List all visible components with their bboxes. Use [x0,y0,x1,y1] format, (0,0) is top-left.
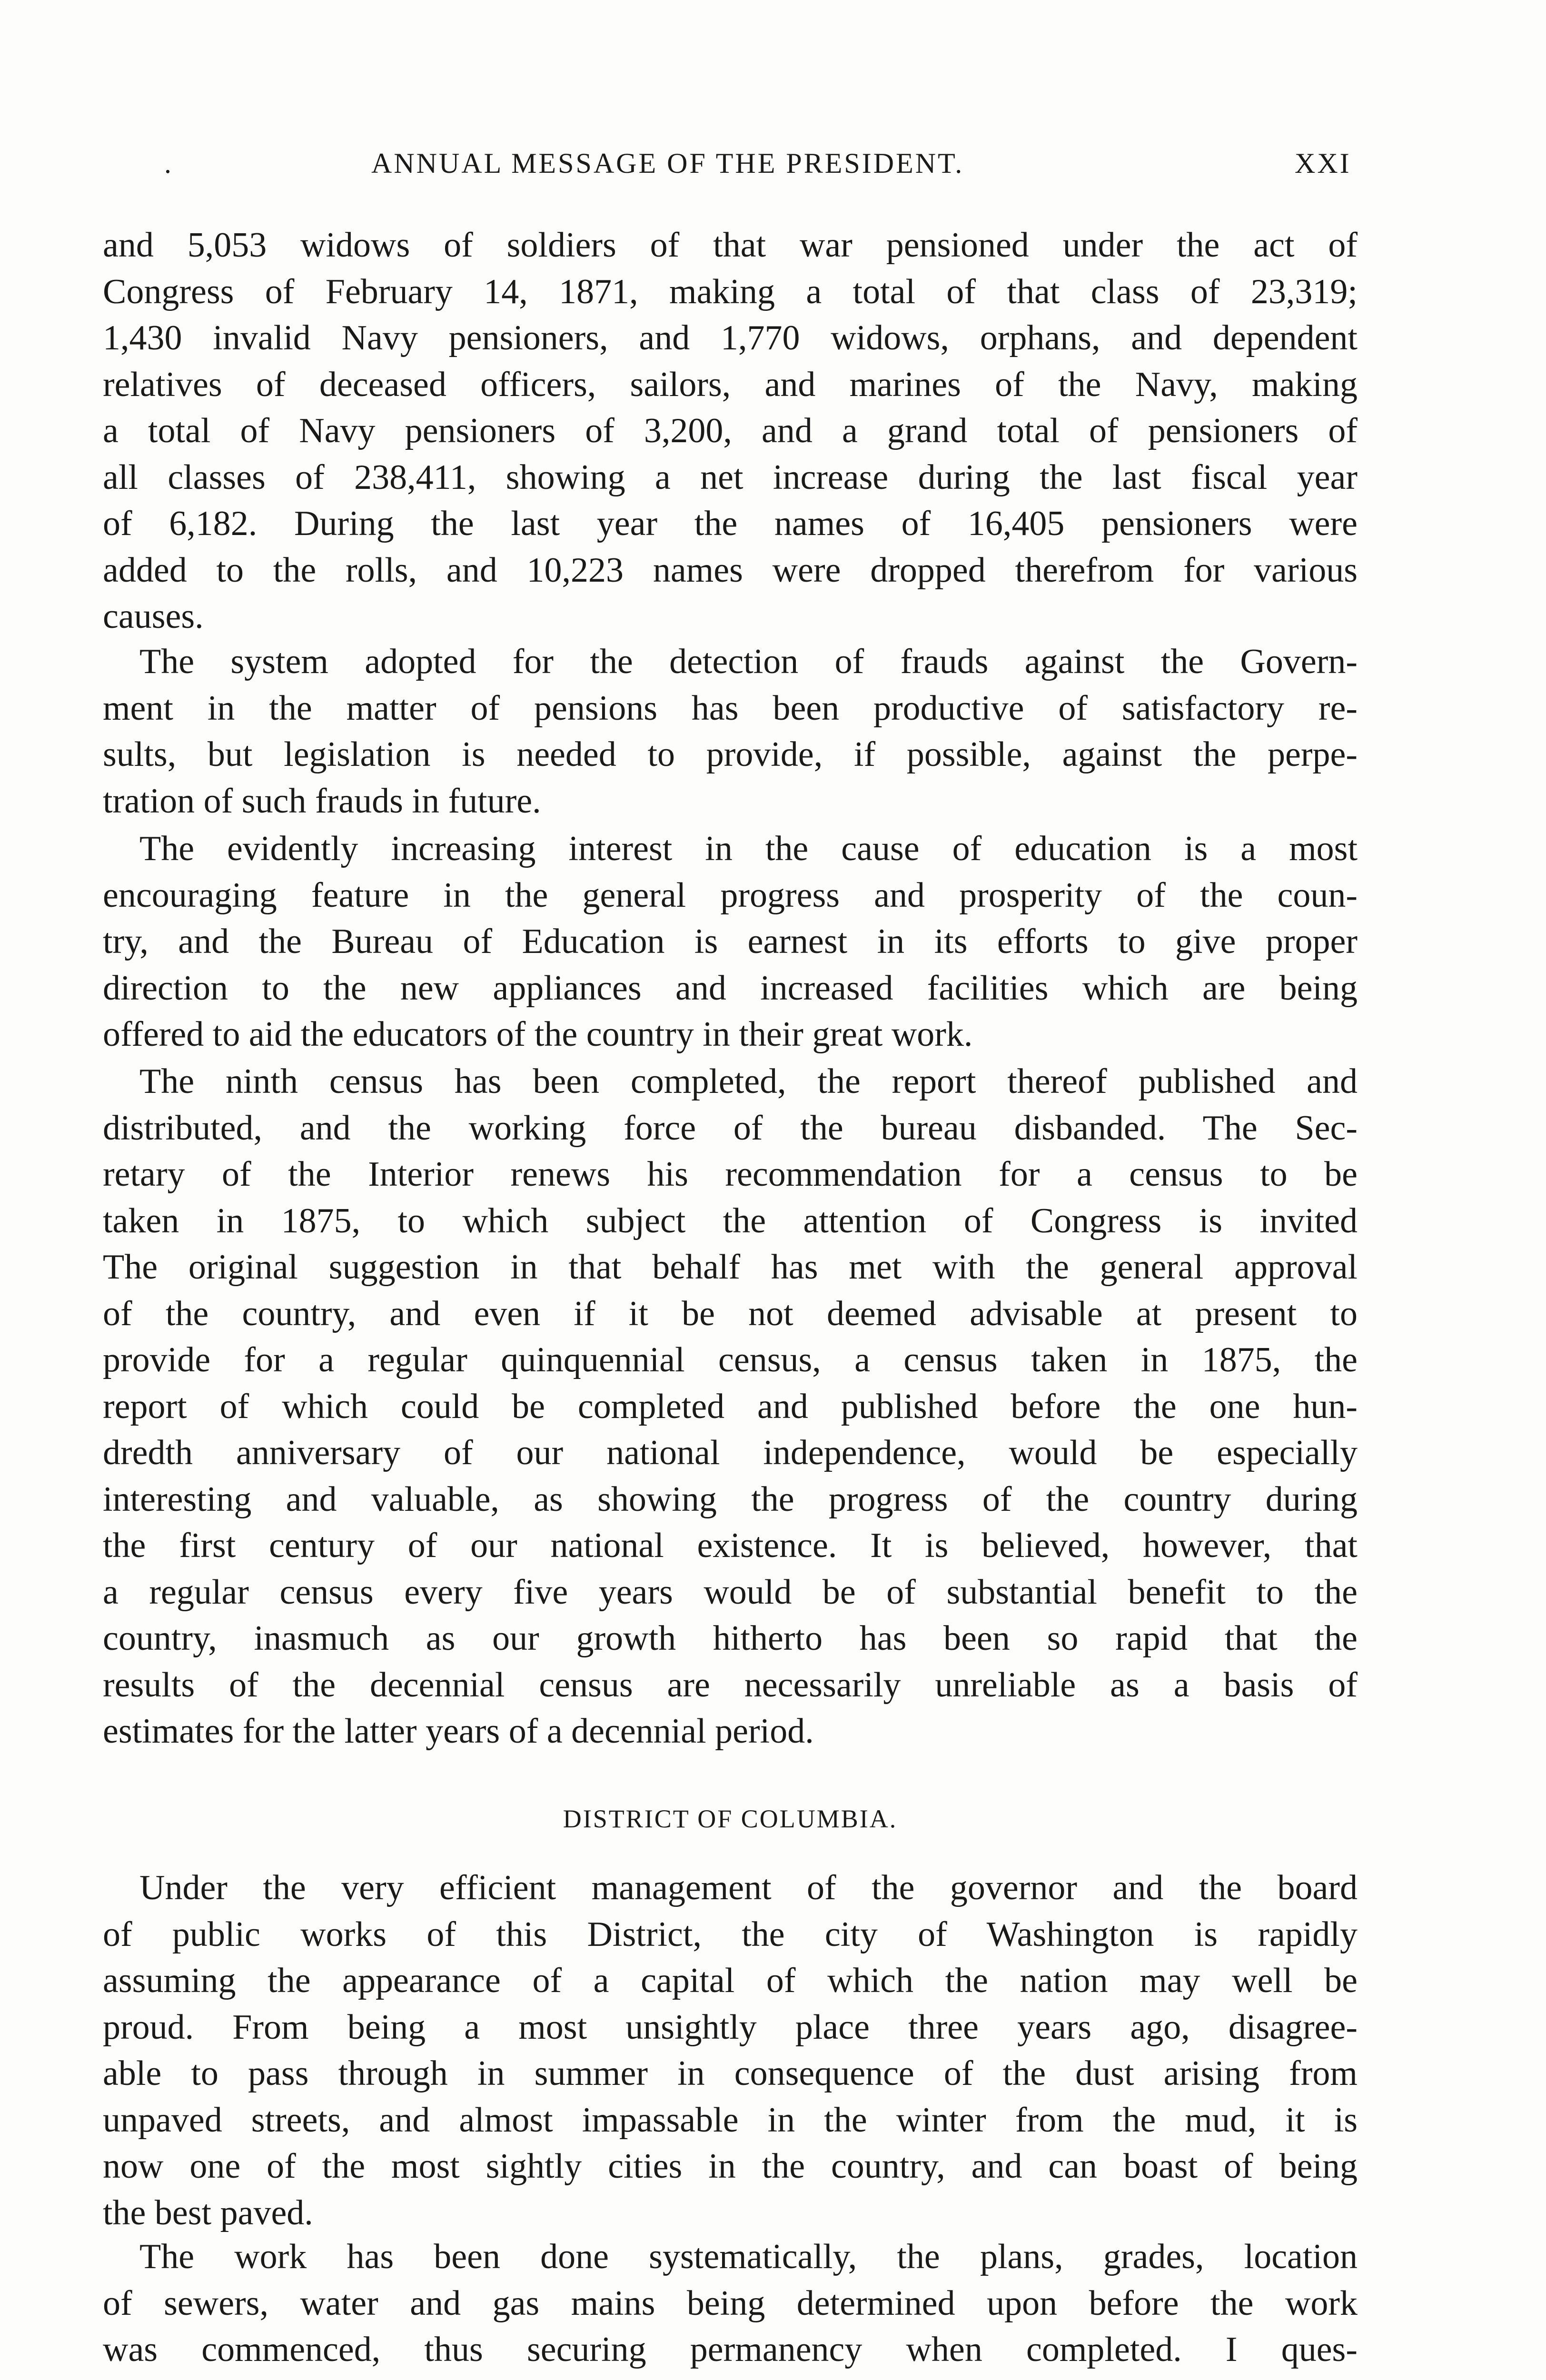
text-line: estimates for the latter years of a decennial period. [103,1712,814,1751]
paragraph [103,639,1358,824]
paragraph [103,2234,1358,2373]
text-line: the first century of our national existence. It is believed, however, that [103,1526,1358,1565]
text-line: country, inasmuch as our growth hitherto has been so rapid that the [103,1619,1358,1658]
text-line: proud. From being a most unsightly place three years ago, disagree- [103,2007,1358,2047]
text-line: The ninth census has been completed, the report thereof published and [139,1062,1358,1101]
text-line: retary of the Interior renews his recommendation for a census to be [103,1155,1358,1194]
text-line: assuming the appearance of a capital of which the nation may well be [103,1961,1358,2000]
paragraph [103,222,1358,640]
text-line: unpaved streets, and almost impassable in the winter from the mud, it is [103,2100,1358,2140]
paragraph [103,1865,1358,2236]
header-mark: . [164,148,173,179]
text-line: a regular census every five years would be of substantial benefit to the [103,1572,1358,1612]
text-line: sults, but legislation is needed to provide, if possible, against the perpe- [103,735,1358,774]
text-line: results of the decennial census are necessarily unreliable as a basis of [103,1665,1358,1705]
text-line: causes. [103,597,204,636]
text-line: direction to the new appliances and increased facilities which are being [103,968,1358,1008]
text-line: of public works of this District, the city of Washington is rapidly [103,1914,1358,1954]
running-head: ANNUAL MESSAGE OF THE PRESIDENT. [371,148,964,179]
text-line: of sewers, water and gas mains being determined upon before the work [103,2283,1358,2323]
text-line: taken in 1875, to which subject the attention of Congress is invited [103,1201,1358,1240]
text-line: ment in the matter of pensions has been productive of satisfactory re- [103,688,1358,728]
text-line: offered to aid the educators of the country in their great work. [103,1015,973,1054]
text-line: a total of Navy pensioners of 3,200, and a grand total of pensioners of [103,411,1358,450]
text-line: encouraging feature in the general progress and prosperity of the coun- [103,875,1358,915]
text-line: Under the very efficient management of the governor and the board [139,1868,1358,1907]
text-line: Congress of February 14, 1871, making a total of that class of 23,319; [103,272,1358,311]
paragraph [103,1059,1358,1755]
text-line: was commenced, thus securing permanency when completed. I ques- [103,2330,1358,2369]
paragraph [103,826,1358,1058]
section-heading: DISTRICT OF COLUMBIA. [563,1805,898,1833]
text-line: report of which could be completed and published before the one hun- [103,1387,1358,1426]
text-line: 1,430 invalid Navy pensioners, and 1,770 widows, orphans, and dependent [103,318,1358,357]
text-line: provide for a regular quinquennial census, a census taken in 1875, the [103,1340,1358,1379]
text-line: The work has been done systematically, the plans, grades, location [139,2237,1358,2276]
text-line: and 5,053 widows of soldiers of that war pensioned under the act of [103,226,1358,265]
text-line: all classes of 238,411, showing a net increase during the last fiscal year [103,457,1358,497]
text-line: relatives of deceased officers, sailors, and marines of the Navy, making [103,365,1358,404]
text-line: of 6,182. During the last year the names of 16,405 pensioners were [103,504,1358,543]
text-line: added to the rolls, and 10,223 names were dropped therefrom for various [103,550,1358,590]
text-line: the best paved. [103,2193,313,2232]
text-line: of the country, and even if it be not deemed advisable at present to [103,1294,1358,1333]
text-line: dredth anniversary of our national independence, would be especially [103,1433,1358,1472]
text-line: able to pass through in summer in consequence of the dust arising from [103,2054,1358,2093]
text-line: tration of such frauds in future. [103,781,541,821]
text-line: distributed, and the working force of the bureau disbanded. The Sec- [103,1108,1358,1148]
text-line: now one of the most sightly cities in the country, and can boast of being [103,2147,1358,2186]
text-line: The evidently increasing interest in the cause of education is a most [139,829,1358,868]
page-number: XXI [1295,148,1351,179]
text-line: try, and the Bureau of Education is earnest in its efforts to give proper [103,922,1358,961]
text-line: The system adopted for the detection of frauds against the Govern- [139,642,1358,681]
text-line: interesting and valuable, as showing the progress of the country during [103,1479,1358,1519]
text-line: The original suggestion in that behalf has met with the general approval [103,1248,1358,1287]
